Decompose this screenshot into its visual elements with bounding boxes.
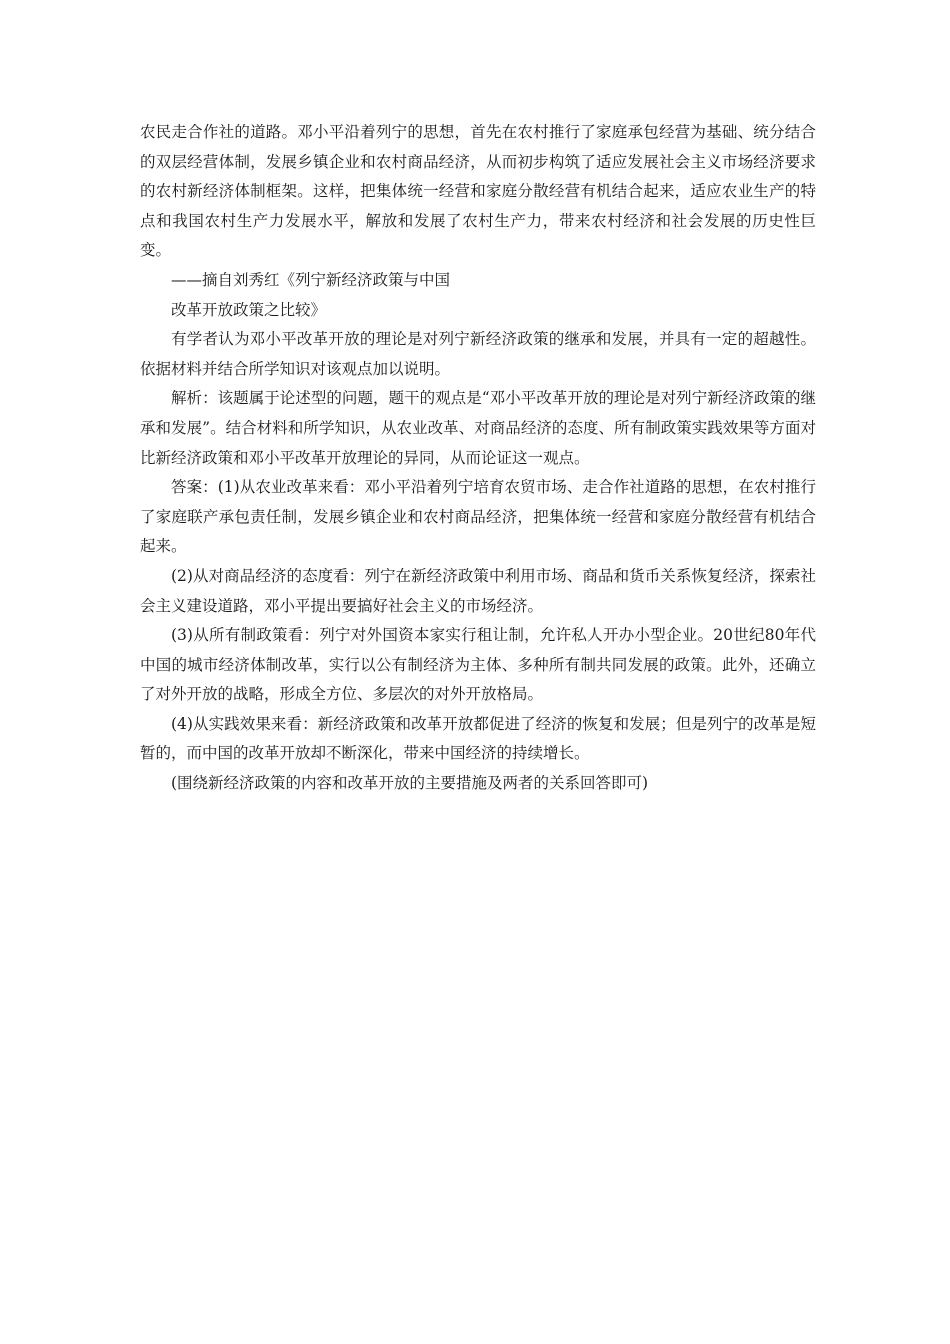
answer-paragraph-3: (3)从所有制政策看：列宁对外国资本家实行租让制，允许私人开办小型企业。20世纪80年代中国的城市经济体制改革，实行以公有制经济为主体、多种所有制共同发展的政策。此外，还确立了对外开放的战略，形成全方位、多层次的对外开放格局。	[140, 626, 816, 704]
answer-note: (围绕新经济政策的内容和改革开放的主要措施及两者的关系回答即可)	[171, 774, 649, 793]
document-page	[140, 118, 816, 799]
question-paragraph: 有学者认为邓小平改革开放的理论是对列宁新经济政策的继承和发展，并具有一定的超越性。依据材料并结合所学知识对该观点加以说明。	[140, 330, 816, 378]
source-citation-line-1: ——摘自刘秀红《列宁新经济政策与中国	[171, 270, 451, 289]
answer-paragraph-1: 答案：(1)从农业改革来看：邓小平沿着列宁培育农贸市场、走合作社道路的思想，在农村推行了家庭联产承包责任制，发展乡镇企业和农村商品经济，把集体统一经营和家庭分散经营有机结合起来。	[140, 478, 816, 556]
answer-paragraph-4: (4)从实践效果来看：新经济政策和改革开放都促进了经济的恢复和发展；但是列宁的改革是短暂的，而中国的改革开放却不断深化，带来中国经济的持续增长。	[140, 714, 816, 763]
material-paragraph: 农民走合作社的道路。邓小平沿着列宁的思想，首先在农村推行了家庭承包经营为基础、统分结合的双层经营体制，发展乡镇企业和农村商品经济，从而初步构筑了适应发展社会主义市场经济要求的农村新经济体制框架。这样，把集体统一经营和家庭分散经营有机结合起来，适应农业生产的特点和我国农村生产力发展水平，解放和发展了农村生产力，带来农村经济和社会发展的历史性巨变。	[140, 123, 816, 260]
analysis-paragraph: 解析：该题属于论述型的问题，题干的观点是“邓小平改革开放的理论是对列宁新经济政策的继承和发展”。结合材料和所学知识，从农业改革、对商品经济的态度、所有制政策实践效果等方面对比新经济政策和邓小平改革开放理论的异同，从而论证这一观点。	[140, 389, 816, 467]
answer-paragraph-2: (2)从对商品经济的态度看：列宁在新经济政策中利用市场、商品和货币关系恢复经济，探索社会主义建设道路，邓小平提出要搞好社会主义的市场经济。	[140, 566, 816, 615]
source-citation-line-2: 改革开放政策之比较》	[171, 300, 327, 319]
